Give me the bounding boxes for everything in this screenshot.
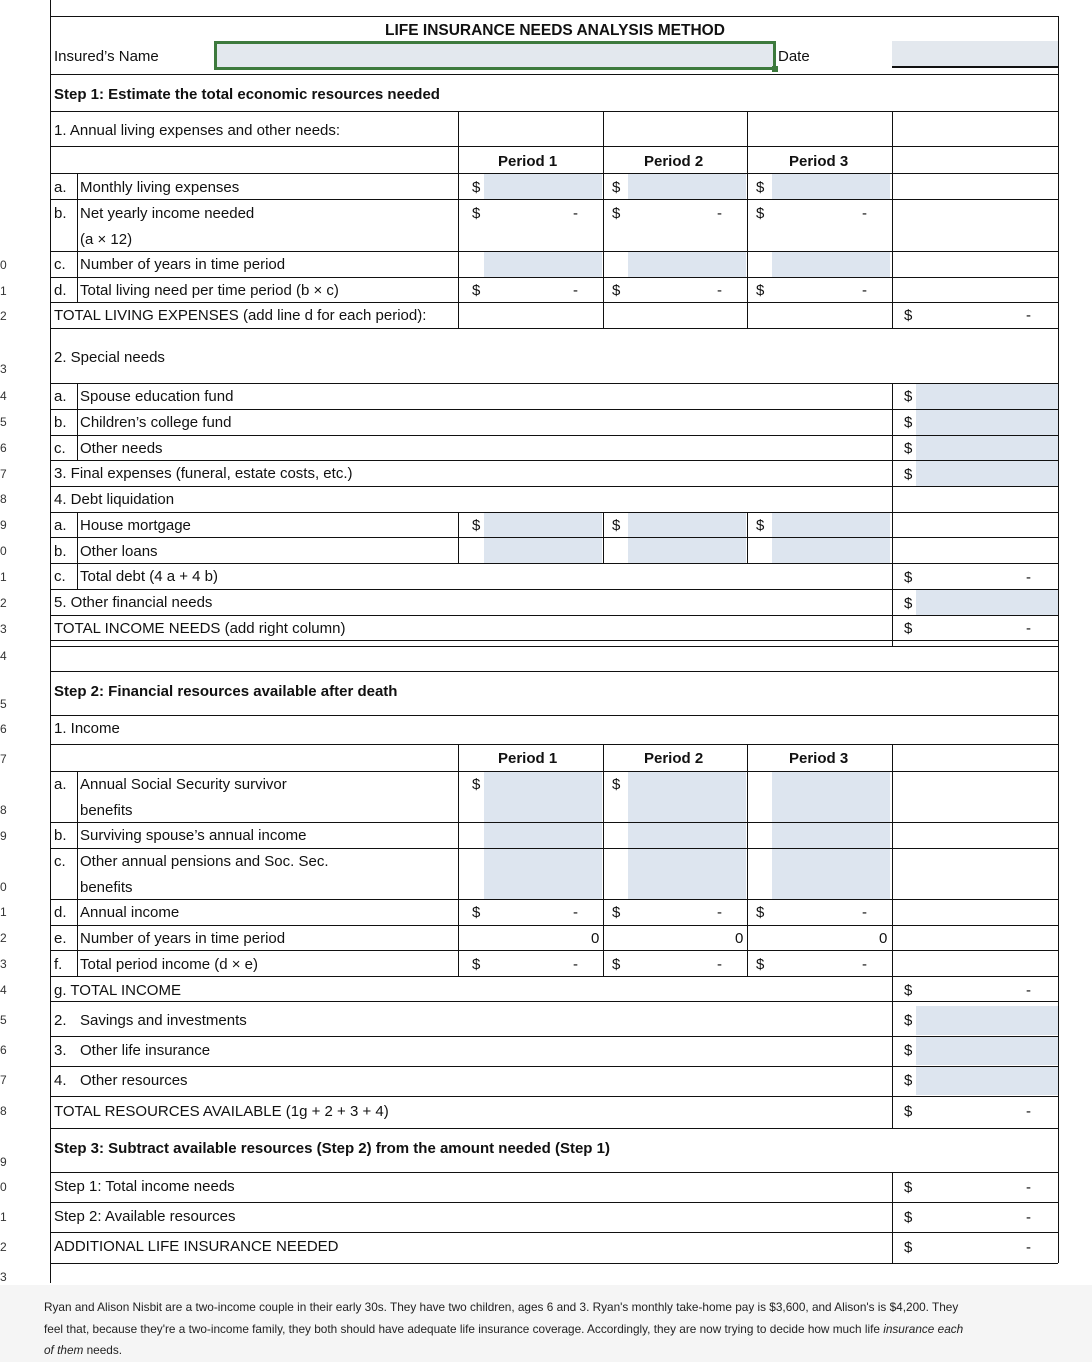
additional-insurance-label: ADDITIONAL LIFE INSURANCE NEEDED	[54, 1238, 339, 1255]
period3-header-2: Period 3	[789, 750, 849, 767]
currency-symbol: $	[472, 179, 481, 196]
row-number: 6	[0, 441, 7, 455]
empty-value-dash: -	[1026, 620, 1031, 637]
row-number: 0	[0, 1180, 7, 1194]
row-number: 2	[0, 1240, 7, 1254]
grid-hline	[50, 1096, 1058, 1097]
empty-value-dash: -	[1026, 569, 1031, 586]
special-c-label: Other needs	[80, 440, 163, 457]
row-number: 1	[0, 570, 7, 584]
date-label: Date	[778, 48, 810, 65]
empty-value-dash: -	[1026, 1179, 1031, 1196]
grid-vline	[892, 111, 893, 328]
total-income-needs-label: TOTAL INCOME NEEDS (add right column)	[54, 620, 346, 637]
row-number: 3	[0, 362, 7, 376]
currency-symbol: $	[904, 307, 913, 324]
step3-heading: Step 3: Subtract available resources (Step 2) from the amount needed (Step 1)	[54, 1140, 610, 1157]
grid-hline	[50, 1001, 1058, 1002]
period3-c-input[interactable]	[772, 251, 890, 277]
grid-hline	[50, 1202, 1058, 1203]
currency-symbol: $	[904, 440, 913, 457]
grid-hline	[50, 512, 1058, 513]
step2-heading: Step 2: Financial resources available after death	[54, 683, 398, 700]
row-number: 5	[0, 697, 7, 711]
grid-hline	[50, 1263, 1058, 1264]
currency-symbol: $	[904, 414, 913, 431]
grid-vline	[77, 512, 78, 589]
period1-header-2: Period 1	[498, 750, 558, 767]
row-number: 6	[0, 1043, 7, 1057]
grid-vline	[747, 512, 748, 563]
currency-symbol: $	[756, 282, 765, 299]
step3-income-needs-label: Step 1: Total income needs	[54, 1178, 235, 1195]
grid-hline	[50, 173, 1058, 174]
currency-symbol: $	[904, 1209, 913, 1226]
grid-vline	[603, 744, 604, 976]
grid-vline	[50, 0, 51, 1283]
line-a-index: a.	[54, 179, 67, 196]
selection-handle[interactable]	[772, 66, 778, 72]
row-number: 4	[0, 649, 7, 663]
currency-symbol: $	[756, 179, 765, 196]
row-number: 5	[0, 415, 7, 429]
row-number: 5	[0, 1013, 7, 1027]
currency-symbol: $	[472, 776, 481, 793]
empty-value-dash: -	[1026, 1209, 1031, 1226]
period2-header-2: Period 2	[644, 750, 704, 767]
period3-a-input[interactable]	[772, 173, 890, 199]
grid-hline	[50, 715, 1058, 716]
grid-hline	[892, 67, 1058, 68]
income-b-index: b.	[54, 827, 67, 844]
row-number: 8	[0, 492, 7, 506]
caption-line-2b: insurance each	[883, 1322, 964, 1336]
debt-title: 4. Debt liquidation	[54, 491, 175, 508]
empty-value-dash: -	[573, 956, 578, 973]
grid-hline	[50, 383, 1058, 384]
zero-value: 0	[735, 930, 744, 947]
currency-symbol: $	[904, 466, 913, 483]
empty-value-dash: -	[573, 282, 578, 299]
other-life-input[interactable]	[916, 1036, 1058, 1065]
caption-line-3	[44, 1343, 122, 1357]
empty-value-dash: -	[862, 956, 867, 973]
empty-value-dash: -	[1026, 1239, 1031, 1256]
empty-value-dash: -	[1026, 307, 1031, 324]
row-number: 9	[0, 1155, 7, 1169]
savings-index: 2.	[54, 1012, 67, 1029]
income-c-label-cont: benefits	[80, 879, 133, 896]
grid-hline	[50, 146, 1058, 147]
grid-vline	[1058, 16, 1059, 1263]
currency-symbol: $	[756, 904, 765, 921]
row-number: 0	[0, 880, 7, 894]
problem-caption	[0, 1285, 1092, 1362]
grid-hline	[50, 409, 1058, 410]
income-e-label: Number of years in time period	[80, 930, 286, 947]
savings-input[interactable]	[916, 1006, 1058, 1035]
income-title: 1. Income	[54, 720, 120, 737]
row-number: 7	[0, 467, 7, 481]
grid-vline	[77, 383, 78, 460]
grid-hline	[50, 537, 1058, 538]
grid-vline	[77, 173, 78, 302]
currency-symbol: $	[756, 956, 765, 973]
grid-hline	[50, 925, 1058, 926]
currency-symbol: $	[612, 282, 621, 299]
grid-hline	[50, 976, 1058, 977]
grid-hline	[50, 251, 1058, 252]
step3-available-label: Step 2: Available resources	[54, 1208, 236, 1225]
line-c-label: Number of years in time period	[80, 256, 286, 273]
currency-symbol: $	[756, 205, 765, 222]
grid-vline	[747, 744, 748, 976]
debt-c-label: Total debt (4 a + 4 b)	[80, 568, 219, 585]
row-number: 7	[0, 1073, 7, 1087]
currency-symbol: $	[472, 517, 481, 534]
period2-c-input[interactable]	[628, 251, 746, 277]
grid-hline	[50, 328, 1058, 329]
total-resources-label: TOTAL RESOURCES AVAILABLE (1g + 2 + 3 + 4)	[54, 1103, 389, 1120]
empty-value-dash: -	[717, 205, 722, 222]
income-c-index: c.	[54, 853, 66, 870]
caption-line-2a: feel that, because they're a two-income family, they both should have adequate life insurance coverage. Accordingly, they are now trying to decide how much life	[44, 1322, 880, 1336]
currency-symbol: $	[756, 517, 765, 534]
grid-hline	[50, 744, 1058, 745]
currency-symbol: $	[904, 1239, 913, 1256]
currency-symbol: $	[904, 982, 913, 999]
special-c-index: c.	[54, 440, 66, 457]
empty-value-dash: -	[862, 904, 867, 921]
income-f-label: Total period income (d × e)	[80, 956, 259, 973]
period3-income-input[interactable]	[772, 771, 890, 899]
income-b-label: Surviving spouse’s annual income	[80, 827, 307, 844]
income-a-label-cont: benefits	[80, 802, 133, 819]
currency-symbol: $	[904, 1012, 913, 1029]
income-d-label: Annual income	[80, 904, 180, 921]
insured-name-label: Insured’s Name	[54, 48, 159, 65]
period1-income-input[interactable]	[484, 771, 602, 899]
zero-value: 0	[591, 930, 600, 947]
grid-hline	[50, 848, 1058, 849]
currency-symbol: $	[612, 205, 621, 222]
currency-symbol: $	[904, 620, 913, 637]
grid-hline	[50, 199, 1058, 200]
empty-value-dash: -	[573, 904, 578, 921]
currency-symbol: $	[904, 1072, 913, 1089]
grid-hline	[50, 1036, 1058, 1037]
row-number: 8	[0, 803, 7, 817]
date-input[interactable]	[892, 41, 1058, 67]
grid-vline	[77, 771, 78, 976]
grid-hline	[50, 563, 1058, 564]
special-b-label: Children’s college fund	[80, 414, 232, 431]
grid-vline	[892, 976, 893, 1128]
income-e-index: e.	[54, 930, 67, 947]
row-number: 7	[0, 752, 7, 766]
row-number: 2	[0, 596, 7, 610]
grid-hline	[50, 771, 1058, 772]
zero-value: 0	[879, 930, 888, 947]
income-f-index: f.	[54, 956, 63, 973]
line-c-index: c.	[54, 256, 66, 273]
grid-hline	[50, 640, 1058, 641]
period2-income-input[interactable]	[628, 771, 746, 899]
other-resources-label: Other resources	[80, 1072, 188, 1089]
empty-value-dash: -	[717, 904, 722, 921]
other-resources-input[interactable]	[916, 1066, 1058, 1095]
row-number: 2	[0, 931, 7, 945]
grid-hline	[50, 435, 1058, 436]
currency-symbol: $	[612, 904, 621, 921]
step1-section-title: 1. Annual living expenses and other needs:	[54, 122, 341, 139]
grid-hline	[50, 1172, 1058, 1173]
grid-hline	[50, 615, 1058, 616]
grid-vline	[747, 111, 748, 328]
caption-line-3a: of them	[44, 1343, 84, 1357]
line-b-index: b.	[54, 205, 67, 222]
other-financial-input[interactable]	[916, 589, 1058, 615]
row-number: 0	[0, 544, 7, 558]
line-b-label-cont: (a × 12)	[80, 231, 133, 248]
line-d-index: d.	[54, 282, 67, 299]
step1-heading: Step 1: Estimate the total economic resources needed	[54, 86, 440, 103]
row-number: 9	[0, 829, 7, 843]
grid-vline	[892, 1172, 893, 1263]
caption-line-3b: needs.	[86, 1343, 123, 1357]
grid-hline	[50, 277, 1058, 278]
grid-hline	[50, 460, 1058, 461]
special-b-index: b.	[54, 414, 67, 431]
empty-value-dash: -	[573, 205, 578, 222]
row-number: 4	[0, 389, 7, 403]
debt-b-label: Other loans	[80, 543, 158, 560]
currency-symbol: $	[612, 776, 621, 793]
grid-vline	[603, 111, 604, 328]
currency-symbol: $	[904, 1103, 913, 1120]
grid-vline	[892, 744, 893, 976]
grid-vline	[458, 111, 459, 328]
grid-hline	[50, 822, 1058, 823]
grid-vline	[458, 744, 459, 976]
row-number: 8	[0, 1104, 7, 1118]
total-living-label: TOTAL LIVING EXPENSES (add line d for each period):	[54, 307, 427, 324]
period1-c-input[interactable]	[484, 251, 602, 277]
period1-header: Period 1	[498, 153, 558, 170]
currency-symbol: $	[472, 956, 481, 973]
grid-hline	[50, 16, 1058, 17]
other-financial-label: 5. Other financial needs	[54, 594, 213, 611]
caption-line-2	[44, 1322, 963, 1336]
row-number: 4	[0, 983, 7, 997]
empty-value-dash: -	[717, 956, 722, 973]
currency-symbol: $	[904, 569, 913, 586]
grid-hline	[50, 486, 1058, 487]
final-expenses-label: 3. Final expenses (funeral, estate costs, etc.)	[54, 465, 353, 482]
line-d-label: Total living need per time period (b × c)	[80, 282, 339, 299]
currency-symbol: $	[612, 517, 621, 534]
grid-vline	[458, 512, 459, 563]
debt-c-index: c.	[54, 568, 66, 585]
currency-symbol: $	[904, 388, 913, 405]
grid-hline	[50, 899, 1058, 900]
grid-hline	[50, 646, 1058, 647]
period3-header: Period 3	[789, 153, 849, 170]
special-a-label: Spouse education fund	[80, 388, 234, 405]
grid-hline	[50, 950, 1058, 951]
income-d-index: d.	[54, 904, 67, 921]
empty-value-dash: -	[717, 282, 722, 299]
income-a-index: a.	[54, 776, 67, 793]
line-a-label: Monthly living expenses	[80, 179, 240, 196]
income-c-label: Other annual pensions and Soc. Sec.	[80, 853, 329, 870]
grid-vline	[603, 512, 604, 563]
other-resources-index: 4.	[54, 1072, 67, 1089]
row-number: 3	[0, 957, 7, 971]
grid-vline	[892, 383, 893, 646]
grid-hline	[50, 74, 1058, 75]
special-needs-title: 2. Special needs	[54, 349, 165, 366]
empty-value-dash: -	[1026, 982, 1031, 999]
savings-label: Savings and investments	[80, 1012, 247, 1029]
currency-symbol: $	[904, 595, 913, 612]
grid-hline	[50, 1232, 1058, 1233]
row-number: 3	[0, 1270, 7, 1284]
empty-value-dash: -	[862, 282, 867, 299]
empty-value-dash: -	[862, 205, 867, 222]
grid-hline	[50, 1128, 1058, 1129]
row-number: 1	[0, 905, 7, 919]
currency-symbol: $	[472, 282, 481, 299]
empty-value-dash: -	[1026, 1103, 1031, 1120]
row-number: 6	[0, 722, 7, 736]
other-life-index: 3.	[54, 1042, 67, 1059]
period2-header: Period 2	[644, 153, 704, 170]
currency-symbol: $	[472, 205, 481, 222]
grid-hline	[50, 589, 1058, 590]
row-number: 1	[0, 284, 7, 298]
caption-line-1: Ryan and Alison Nisbit are a two-income couple in their early 30s. They have two children, ages 6 and 3. Ryan's monthly take-home pay is $3,600, and Alison's is $4,200. They	[44, 1300, 959, 1314]
row-number: 2	[0, 309, 7, 323]
grid-hline	[50, 302, 1058, 303]
debt-a-label: House mortgage	[80, 517, 191, 534]
row-number: 3	[0, 622, 7, 636]
currency-symbol: $	[472, 904, 481, 921]
currency-symbol: $	[904, 1042, 913, 1059]
row-number: 0	[0, 258, 7, 272]
other-life-label: Other life insurance	[80, 1042, 211, 1059]
total-income-label: g. TOTAL INCOME	[54, 982, 181, 999]
grid-hline	[50, 111, 1058, 112]
line-b-label: Net yearly income needed	[80, 205, 255, 222]
form-title: LIFE INSURANCE NEEDS ANALYSIS METHOD	[385, 22, 725, 39]
insured-name-input[interactable]	[214, 41, 776, 70]
period1-a-input[interactable]	[484, 173, 602, 199]
row-number: 1	[0, 1210, 7, 1224]
currency-symbol: $	[612, 956, 621, 973]
debt-a-index: a.	[54, 517, 67, 534]
period2-a-input[interactable]	[628, 173, 746, 199]
grid-hline	[50, 671, 1058, 672]
income-a-label: Annual Social Security survivor	[80, 776, 287, 793]
grid-hline	[50, 1066, 1058, 1067]
debt-b-index: b.	[54, 543, 67, 560]
row-number: 9	[0, 518, 7, 532]
currency-symbol: $	[612, 179, 621, 196]
special-a-index: a.	[54, 388, 67, 405]
currency-symbol: $	[904, 1179, 913, 1196]
